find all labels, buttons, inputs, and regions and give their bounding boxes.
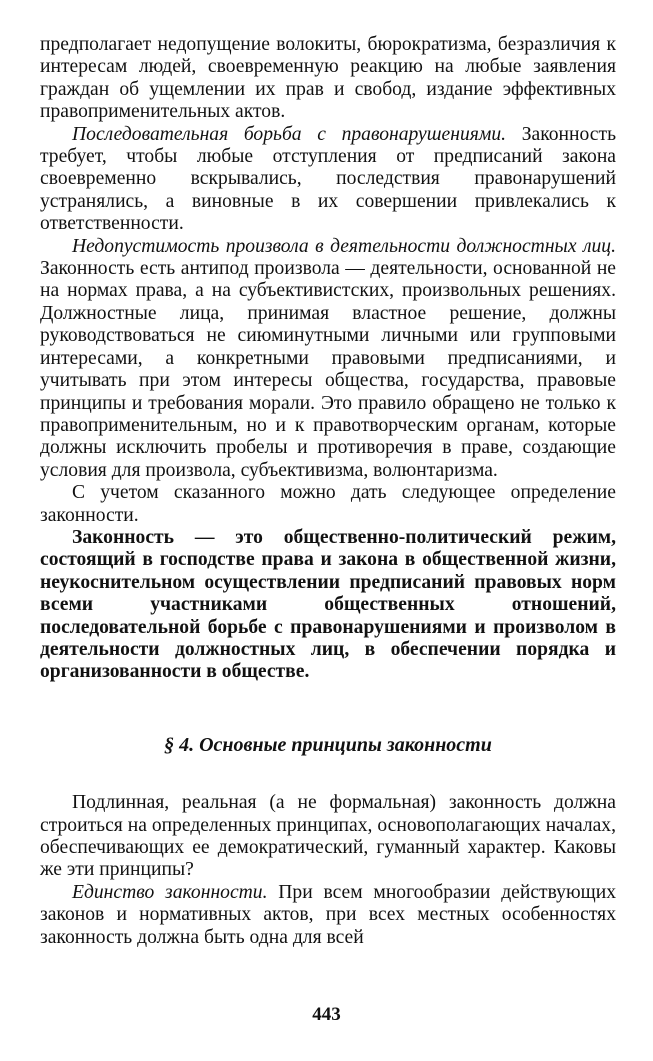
- paragraph-no-arbitrariness: [40, 236, 616, 482]
- page-body: [40, 34, 616, 949]
- section-heading: § 4. Основные принципы законности: [164, 733, 492, 756]
- paragraph-fight-offenses: [40, 124, 616, 236]
- page-number: 443: [312, 1004, 341, 1025]
- paragraph-text: Законность есть антипод произвола — деятельности, основанной не на нормах права, а на субъективистских, произвольных решениях. Должностные лица, принимая властное решение, должны руководствоваться не сиюминутными личными или групповыми интересами, а конкретными правовыми предписаниями, и учитывать при этом интересы общества, государства, правовые принципы и требования морали. Это правило обращено не только к правоприменительным, но и к правотворческим органам, которые должны исключить пробелы и противоречия в праве, создающие условия для произвола, субъективизма, волюнтаризма.: [40, 258, 616, 481]
- paragraph-unity: [40, 882, 616, 949]
- paragraph-lead-italic: Последовательная борьба с правонарушениями.: [72, 123, 507, 145]
- paragraph-principles-intro: Подлинная, реальная (а не формальная) законность должна строиться на определенных принципах, основополагающих началах, обеспечивающих ее демократический, гуманный характер. Каковы же эти принципы?: [40, 792, 616, 881]
- paragraph-intro-definition: С учетом сказанного можно дать следующее определение законности.: [40, 482, 616, 526]
- paragraph-continuation: предполагает недопущение волокиты, бюрократизма, безразличия к интересам людей, своевременную реакцию на любые заявления граждан об ущемлении их прав и свобод, издание эффективных правоприменительных актов.: [40, 34, 616, 123]
- definition-paragraph: Законность — это общественно-политический режим, состоящий в господстве права и закона в общественной жизни, неукоснительном осуществлении предписаний правовых норм всеми участниками общественных отношений, последовательной борьбе с правонарушениями и произволом в деятельности должностных лиц, в обеспечении порядка и организованности в обществе.: [40, 526, 616, 683]
- paragraph-lead-italic: Недопустимость произвола в деятельности должностных лиц.: [72, 235, 616, 257]
- paragraph-text: При всем многообразии действующих законов и нормативных актов, при всех местных особенностях законность должна быть одна для всей: [40, 881, 616, 948]
- paragraph-lead-italic: Единство законности.: [72, 881, 268, 903]
- paragraph-text: Законность требует, чтобы любые отступления от предписаний закона своевременно вскрывались, последствия правонарушений устранялись, а виновные в их совершении привлекались к ответственности.: [40, 123, 617, 235]
